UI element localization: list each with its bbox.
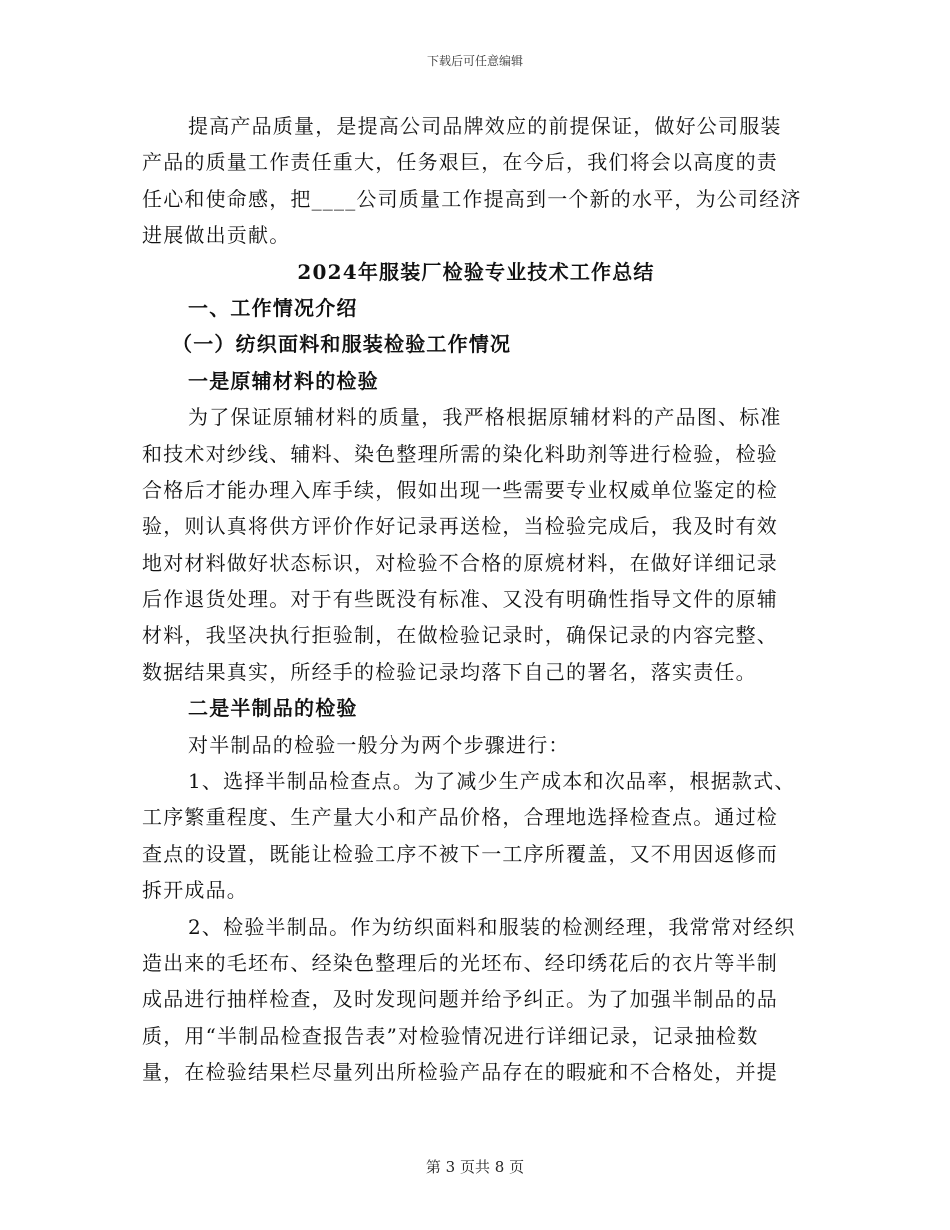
text-line: 量，在检验结果栏尽量列出所检验产品存在的暇疵和不合格处，并提 <box>142 1060 778 1085</box>
text-line: 进展做出贡献。 <box>142 223 291 248</box>
text-line: 材料，我坚决执行拒验制，在做检验记录时，确保记录的内容完整、 <box>142 623 778 648</box>
text-line: 后作退货处理。对于有些既没有标准、又没有明确性指导文件的原辅 <box>142 587 778 612</box>
text-line: 合格后才能办理入库手续，假如出现一些需要专业权威单位鉴定的检 <box>142 477 778 502</box>
text-line: 任心和使命感，把____公司质量工作提高到一个新的水平，为公司经济 <box>142 186 802 211</box>
document-body <box>142 108 810 1091</box>
text-line: 造出来的毛坯布、经染色整理后的光坯布、经印绣花后的衣片等半制 <box>142 950 778 975</box>
text-line: （一）纺织面料和服装检验工作情况 <box>172 332 512 357</box>
page-footer: 第 3 页共 8 页 <box>425 1158 525 1176</box>
text-line: 二是半制品的检验 <box>188 696 358 721</box>
text-line: 2、检验半制品。作为纺织面料和服装的检测经理，我常常对经织 <box>188 914 796 939</box>
page-header: 下载后可任意编辑 <box>426 54 523 68</box>
text-line: 数据结果真实，所经手的检验记录均落下自己的署名，落实责任。 <box>142 659 757 684</box>
text-line: 工序繁重程度、生产量大小和产品价格，合理地选择检查点。通过检 <box>142 805 778 830</box>
text-line: 拆开成品。 <box>142 878 248 903</box>
text-line: 和技术对纱线、辅料、染色整理所需的染化料助剂等进行检验，检验 <box>142 441 778 466</box>
text-line: 提高产品质量，是提高公司品牌效应的前提保证，做好公司服装 <box>188 114 782 138</box>
text-line: 1、选择半制品检查点。为了减少生产成本和次品率，根据款式、 <box>188 769 796 794</box>
text-line: 质，用“半制品检查报告表”对检验情况进行详细记录，记录抽检数 <box>142 1023 759 1048</box>
text-line: 一是原辅材料的检验 <box>188 368 379 393</box>
text-line: 成品进行抽样检查，及时发现问题并给予纠正。为了加强半制品的品 <box>142 987 778 1012</box>
text-line: 2024年服装厂检验专业技术工作总结 <box>297 259 655 284</box>
text-line: 地对材料做好状态标识，对检验不合格的原煷材料，在做好详细记录 <box>142 550 778 575</box>
text-line: 对半制品的检验一般分为两个步骤进行： <box>188 732 570 757</box>
text-line: 查点的设置，既能让检验工序不被下一工序所覆盖，又不用因返修而 <box>142 841 778 866</box>
text-line: 产品的质量工作责任重大，任务艰巨，在今后，我们将会以高度的责 <box>142 150 778 175</box>
text-line: 验，则认真将供方评价作好记录再送检，当检验完成后，我及时有效 <box>142 514 778 539</box>
text-line: 一、工作情况介绍 <box>188 295 358 320</box>
text-line: 为了保证原辅材料的质量，我严格根据原辅材料的产品图、标准 <box>188 405 782 430</box>
